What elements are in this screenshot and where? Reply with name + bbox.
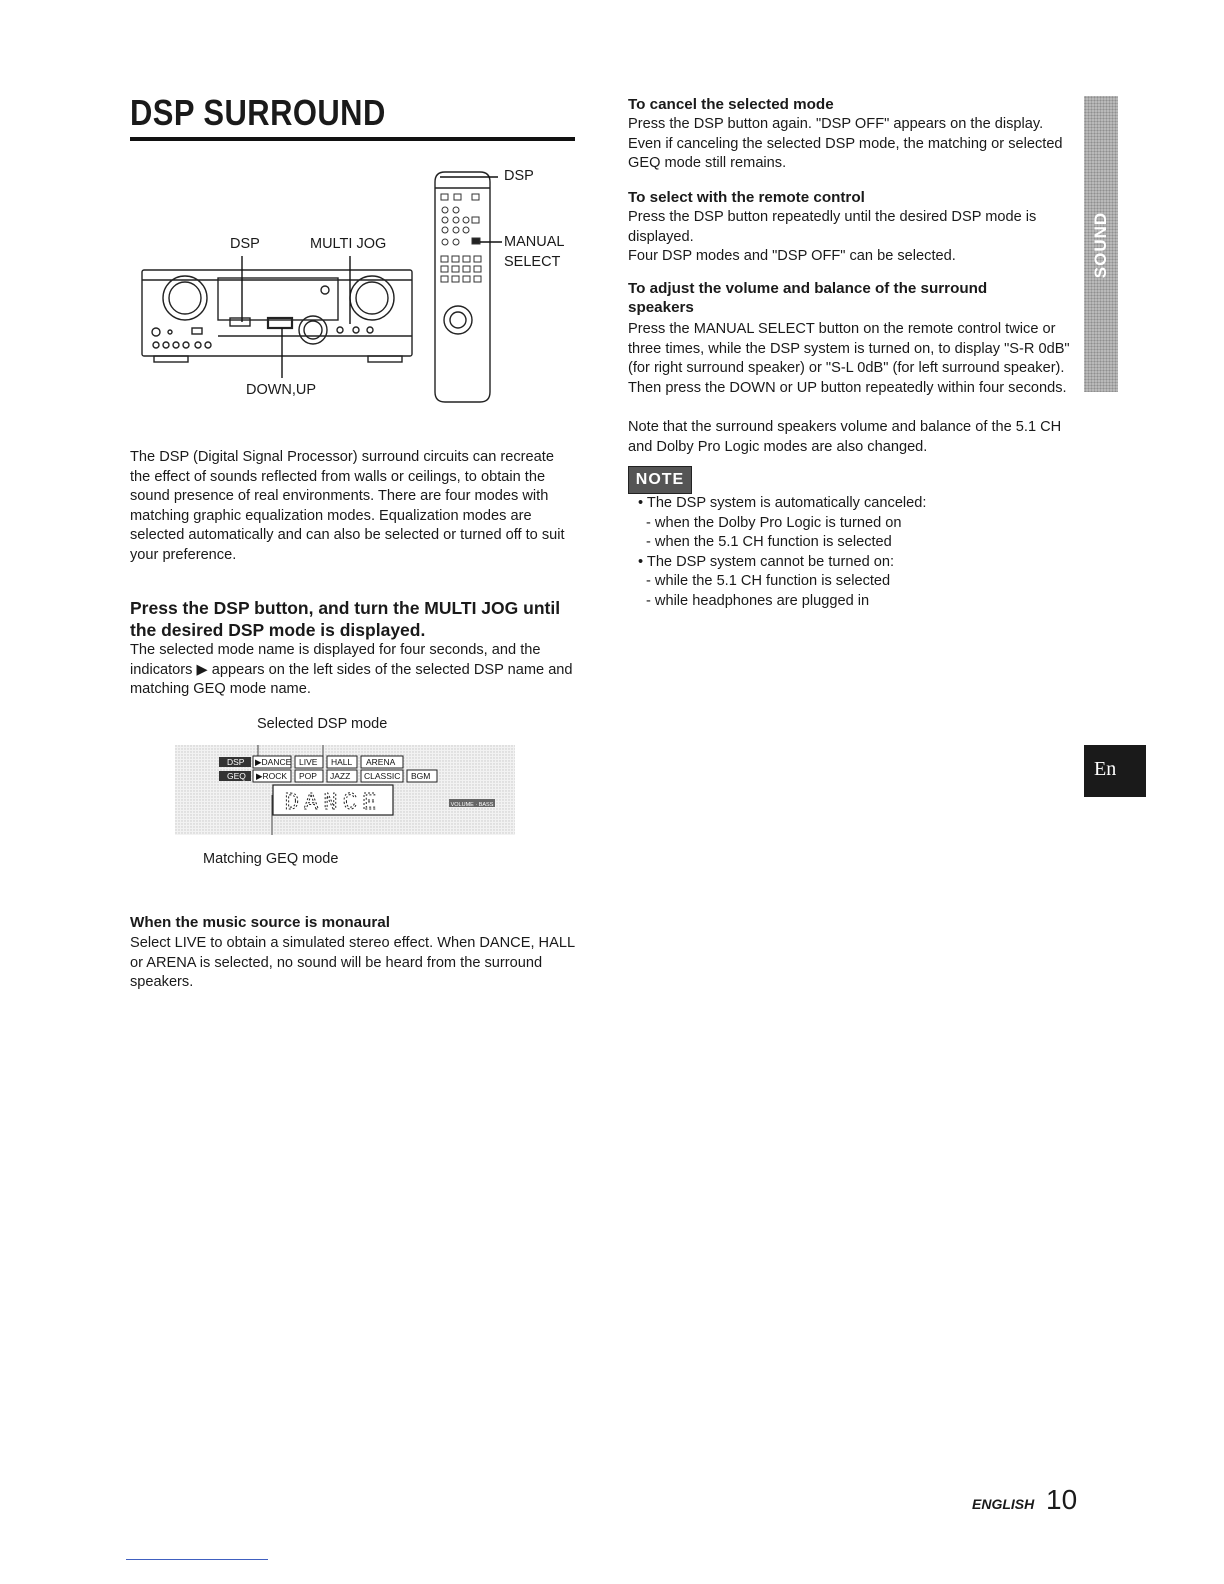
row1-tag: DSP — [227, 757, 245, 767]
note-item: - when the Dolby Pro Logic is turned on — [646, 514, 902, 531]
geq-mode-pop: POP — [299, 771, 317, 781]
adjust-body-1: Press the MANUAL SELECT button on the remote control twice or three times, while the DSP system is turned on, to display "S-R 0dB" (for right surround speaker) or "S-L 0dB" (for left surround speaker). Then press the DOWN or UP button repeatedly within four seconds. — [628, 321, 1070, 396]
monaural-body: Select LIVE to obtain a simulated stereo effect. When DANCE, HALL or ARENA is selected, no sound will be heard from the surround speakers. — [130, 935, 575, 990]
cancel-heading: To cancel the selected mode — [628, 96, 834, 113]
label-dsp-remote: DSP — [504, 168, 534, 184]
note-item: • The DSP system cannot be turned on: — [638, 553, 895, 570]
remote-body-1: Press the DSP button repeatedly until the desired DSP mode is displayed. — [628, 209, 1037, 245]
note-item: - while headphones are plugged in — [646, 592, 870, 609]
remote-heading: To select with the remote control — [628, 189, 865, 206]
note-badge: NOTE — [628, 466, 692, 494]
display-figure — [175, 745, 515, 835]
geq-mode-bgm: BGM — [411, 771, 431, 781]
remote-body-2: Four DSP modes and "DSP OFF" can be selected. — [628, 248, 956, 264]
selected-dsp-caption: Selected DSP mode — [257, 716, 388, 732]
adjust-heading: To adjust the volume and balance of the surround speakers — [628, 280, 988, 316]
row2-tag: GEQ — [227, 771, 246, 781]
display-panel — [175, 745, 515, 835]
volume-bass-label: VOLUME · BASS — [450, 802, 494, 808]
label-multi-jog: MULTI JOG — [310, 236, 387, 252]
cancel-body: Press the DSP button again. "DSP OFF" appears on the display. Even if canceling the selected DSP mode, the matching or selected GEQ mode still remains. — [628, 116, 1063, 171]
section-tab-label: SOUND — [1091, 211, 1110, 279]
label-dsp: DSP — [230, 236, 260, 252]
adjust-body-2: Note that the surround speakers volume and balance of the 5.1 CH and Dolby Pro Logic modes are also changed. — [628, 419, 1062, 455]
dsp-mode-live: LIVE — [299, 757, 318, 767]
language-tab: En — [1084, 745, 1146, 797]
footer-language: ENGLISH — [972, 1496, 1035, 1512]
note-item: - when the 5.1 CH function is selected — [646, 534, 892, 550]
label-manual: MANUAL — [504, 234, 565, 250]
intro-paragraph: The DSP (Digital Signal Processor) surround circuits can recreate the effect of sounds reflected from walls or ceilings, to obtain the sound presence of real environments. There are four modes with matching graphic equalization modes. Equalization modes are selected automatically and can also be selected or turned off to suit your preference. — [130, 449, 565, 563]
geq-mode-rock: ▶ROCK — [256, 771, 288, 781]
segment-readout: DANCE — [284, 790, 382, 817]
note-list — [638, 494, 1058, 611]
note-item: • The DSP system is automatically canceled: — [638, 495, 927, 511]
dsp-mode-dance: ▶DANCE — [255, 757, 292, 767]
dsp-mode-hall: HALL — [331, 757, 353, 767]
page-number: 10 — [1046, 1484, 1078, 1515]
label-select: SELECT — [504, 254, 561, 270]
label-down-up: DOWN,UP — [246, 382, 317, 398]
page-title: DSP SURROUND — [130, 92, 386, 133]
monaural-heading: When the music source is monaural — [130, 914, 390, 931]
receiver-remote-figure — [130, 160, 580, 410]
note-item: - while the 5.1 CH function is selected — [646, 573, 891, 589]
step-heading: Press the DSP button, and turn the MULTI JOG until the desired DSP mode is displayed. — [130, 598, 561, 640]
footer-rule — [126, 1559, 268, 1560]
dsp-mode-arena: ARENA — [366, 757, 396, 767]
receiver-illustration — [130, 160, 580, 410]
geq-mode-jazz: JAZZ — [330, 771, 351, 781]
title-rule — [130, 137, 575, 141]
matching-geq-caption: Matching GEQ mode — [203, 851, 339, 867]
step-body: The selected mode name is displayed for four seconds, and the indicators ▶ appears on the left sides of the selected DSP name and matching GEQ mode name. — [130, 642, 573, 697]
geq-mode-classic: CLASSIC — [364, 771, 401, 781]
